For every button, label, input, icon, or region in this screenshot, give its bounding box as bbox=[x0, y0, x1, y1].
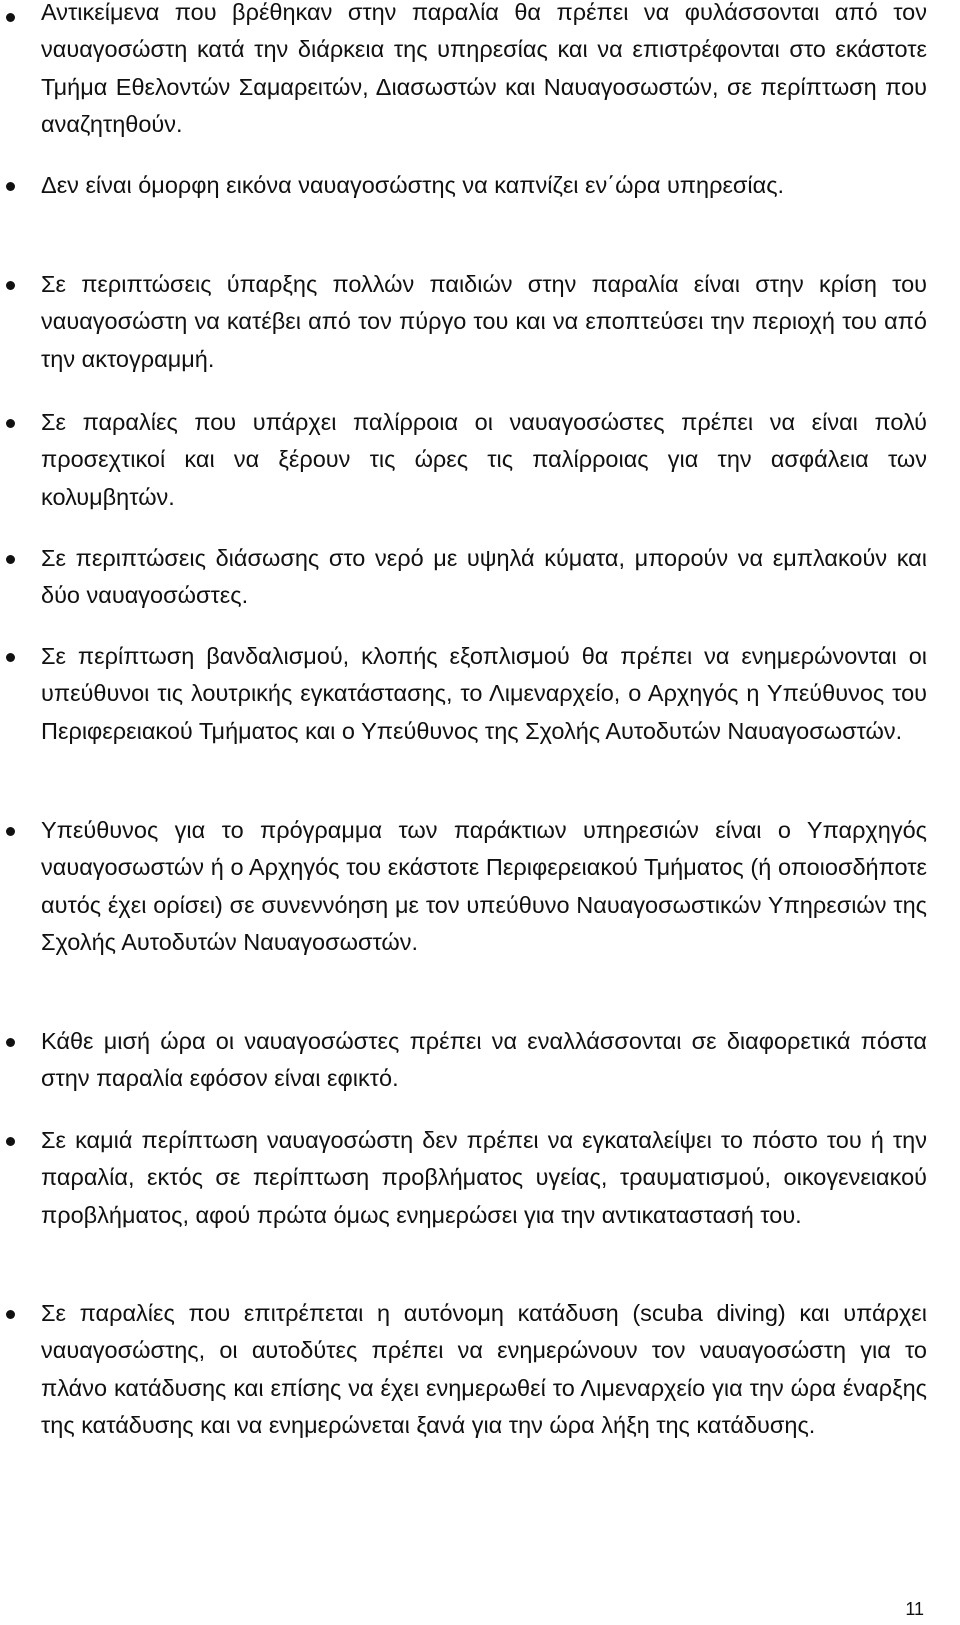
list-item-text: Δεν είναι όμορφη εικόνα ναυαγοσώστης να καπνίζει εν΄ώρα υπηρεσίας. bbox=[41, 172, 785, 198]
bullet-icon bbox=[6, 827, 15, 836]
list-item-text: Σε περιπτώσεις διάσωσης στο νερό με υψηλά κύματα, μπορούν να εμπλακούν και δύο ναυαγοσώστες. bbox=[41, 545, 927, 609]
bullet-icon bbox=[6, 281, 15, 290]
bullet-icon bbox=[6, 13, 15, 22]
list-item-text: Κάθε μισή ώρα οι ναυαγοσώστες πρέπει να εναλλάσσονται σε διαφορετικά πόστα στην παραλία εφόσον είναι εφικτό. bbox=[41, 1028, 927, 1092]
bullet-icon bbox=[6, 182, 15, 191]
list-item-text: Αντικείμενα που βρέθηκαν στην παραλία θα πρέπει να φυλάσσονται από τον ναυαγοσώστη κατά την διάρκεια της υπηρεσίας και να επιστρέφονται στο εκάστοτε Τμήμα Εθελοντών Σαμαρειτών, Διασωστών και Ναυαγοσωστών, σε περίπτωση που αναζητηθούν. bbox=[41, 0, 927, 137]
bullet-icon bbox=[6, 1137, 15, 1146]
bullet-icon bbox=[6, 1310, 15, 1319]
list-item-text: Σε περίπτωση βανδαλισμού, κλοπής εξοπλισμού θα πρέπει να ενημερώνονται οι υπεύθυνοι τις λουτρικής εγκατάστασης, το Λιμεναρχείο, ο Αρχηγός η Υπεύθυνος του Περιφερειακού Τμήματος και ο Υπεύθυνος της Σχολής Αυτοδυτών Ναυαγοσωστών. bbox=[41, 643, 927, 744]
bullet-icon bbox=[6, 555, 15, 564]
list-item-text: Σε περιπτώσεις ύπαρξης πολλών παιδιών στην παραλία είναι στην κρίση του ναυαγοσώστη να κατέβει από τον πύργο του και να εποπτεύσει την περιοχή του από την ακτογραμμή. bbox=[41, 271, 927, 372]
page-number: 11 bbox=[905, 1599, 924, 1619]
bullet-icon bbox=[6, 653, 15, 662]
list-item-text: Σε καμιά περίπτωση ναυαγοσώστη δεν πρέπει να εγκαταλείψει το πόστο του ή την παραλία, εκτός σε περίπτωση προβλήματος υγείας, τραυματισμού, οικογενειακού προβλήματος, αφού πρώτα όμως ενημερώσει για την αντικαταστασή του. bbox=[41, 1127, 927, 1228]
bullet-icon bbox=[6, 419, 15, 428]
list-item-text: Υπεύθυνος για το πρόγραμμα των παράκτιων υπηρεσιών είναι ο Υπαρχηγός ναυαγοσωστών ή ο Αρχηγός του εκάστοτε Περιφερειακού Τμήματος (ή οποιοσδήποτε αυτός έχει ορίσει) σε συνεννόηση με τον υπεύθυνο Ναυαγοσωστικών Υπηρεσιών της Σχολής Αυτοδυτών Ναυαγοσωστών. bbox=[41, 817, 927, 955]
list-item-text: Σε παραλίες που επιτρέπεται η αυτόνομη κατάδυση (scuba diving) και υπάρχει ναυαγοσώστης, οι αυτοδύτες πρέπει να ενημερώνουν τον ναυαγοσώστη για το πλάνο κατάδυσης και επίσης να έχει ενημερωθεί το Λιμεναρχείο για την ώρα έναρξης της κατάδυσης και να ενημερώνεται ξανά για την ώρα λήξη της κατάδυσης. bbox=[41, 1300, 927, 1438]
bullet-icon bbox=[6, 1038, 15, 1047]
list-item-text: Σε παραλίες που υπάρχει παλίρροια οι ναυαγοσώστες πρέπει να είναι πολύ προσεχτικοί και να ξέρουν τις ώρες τις παλίρροιας για την ασφάλεια των κολυμβητών. bbox=[41, 409, 927, 510]
